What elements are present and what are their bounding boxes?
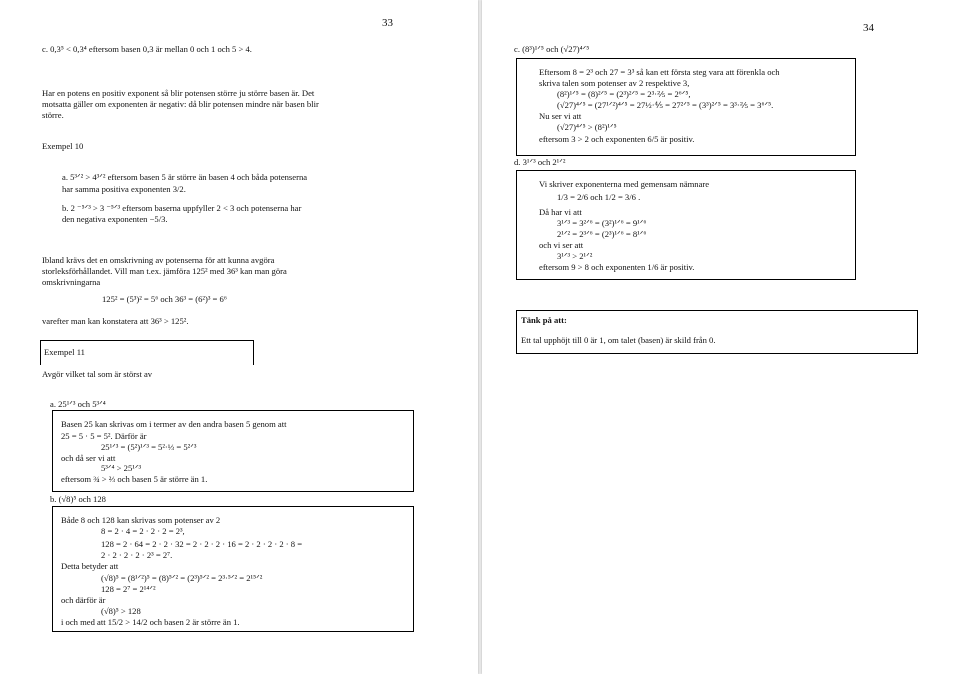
solution-line: (√27)⁴ᐟ⁵ > (8²)¹ᐟ⁵ xyxy=(557,122,617,132)
example-10-title: Exempel 10 xyxy=(42,141,84,151)
solution-line: 128 = 2⁷ = 2¹⁴ᐟ² xyxy=(101,584,156,594)
solution-line: (√8)⁵ > 128 xyxy=(101,606,141,616)
example-11-title: Exempel 11 xyxy=(44,347,85,357)
page-33 xyxy=(0,0,478,674)
item-c-solution-box xyxy=(516,58,856,156)
solution-line: Vi skriver exponenterna med gemensam nämnare xyxy=(539,179,710,189)
solution-line: 3¹ᐟ³ > 2¹ᐟ² xyxy=(557,251,593,261)
page-number: 33 xyxy=(382,17,393,29)
solution-line: 25¹ᐟ³ = (5²)¹ᐟ³ = 5²·⅓ = 5²ᐟ³ xyxy=(101,442,197,452)
think-about-title: Tänk på att: xyxy=(521,315,567,325)
solution-line: (√27)⁴ᐟ⁵ = (27¹ᐟ²)⁴ᐟ⁵ = 27½·⅘ = 27²ᐟ⁵ = (3³)²ᐟ⁵ = 3³·⅖ = 3⁶ᐟ⁵. xyxy=(557,100,774,110)
item-d-label: d. 3¹ᐟ³ och 2¹ᐟ² xyxy=(514,157,566,167)
example-10-item-b-line2: den negativa exponenten −5/3. xyxy=(62,214,168,224)
example-10-item-b-line1: b. 2 ⁻⁵ᐟ³ > 3 ⁻⁵ᐟ³ eftersom baserna uppfyller 2 < 3 och potenserna har xyxy=(62,203,302,213)
think-about-box xyxy=(516,310,918,354)
solution-line: (8²)¹ᐟ⁵ = (8)²ᐟ⁵ = (2³)²ᐟ⁵ = 2³·⅖ = 2⁶ᐟ⁵, xyxy=(557,89,691,99)
solution-line: Detta betyder att xyxy=(61,561,119,571)
solution-line: i och med att 15/2 > 14/2 och basen 2 är större än 1. xyxy=(61,617,240,627)
example-11-task: Avgör vilket tal som är störst av xyxy=(42,369,153,379)
solution-line: skriva talen som potenser av 2 respektive 3, xyxy=(539,78,690,88)
solution-line: Nu ser vi att xyxy=(539,111,582,121)
formula-rewriting: 125² = (5³)² = 5⁶ och 36³ = (6²)³ = 6⁶ xyxy=(102,294,227,304)
solution-line: och därför är xyxy=(61,595,106,605)
paragraph-rewriting: Ibland krävs det en omskrivning av potenserna för att kunna avgöra storleksförhållandet. Vill man t.ex. jämföra 125² med 36³ kan man göra omskrivningarna xyxy=(42,255,287,287)
solution-line: 8 = 2 · 4 = 2 · 2 · 2 = 2³, xyxy=(101,526,185,536)
solution-line: och då ser vi att xyxy=(61,453,116,463)
page-34 xyxy=(482,0,960,674)
example-11-b-solution-box xyxy=(52,506,414,632)
conclusion-line: varefter man kan konstatera att 36³ > 125². xyxy=(42,316,189,326)
example-item-c: c. 0,3⁵ < 0,3⁴ eftersom basen 0,3 är mellan 0 och 1 och 5 > 4. xyxy=(42,44,252,54)
example-10-item-a-line1: a. 5³ᐟ² > 4³ᐟ² eftersom basen 5 är större än basen 4 och båda potenserna xyxy=(62,172,308,182)
solution-line: 25 = 5 · 5 = 5². Därför är xyxy=(61,431,147,441)
paragraph-positive-exponent: Har en potens en positiv exponent så blir potensen större ju större basen är. Det motsatta gäller om exponenten är negativ: då blir potensen mindre när basen blir större. xyxy=(42,88,319,120)
solution-line: Då har vi att xyxy=(539,207,582,217)
solution-line: eftersom 3 > 2 och exponenten 6/5 är positiv. xyxy=(539,134,695,144)
solution-line: eftersom ¾ > ⅔ och basen 5 är större än 1. xyxy=(61,474,208,484)
item-c-label: c. (8³)¹ᐟ⁵ och (√27)⁴ᐟ⁵ xyxy=(514,44,590,54)
solution-line: och vi ser att xyxy=(539,240,584,250)
solution-line: Både 8 och 128 kan skrivas som potenser av 2 xyxy=(61,515,221,525)
example-11-a-solution-box xyxy=(52,410,414,492)
solution-line: 5³ᐟ⁴ > 25¹ᐟ³ xyxy=(101,463,142,473)
example-11-a-label: a. 25¹ᐟ³ och 5³ᐟ⁴ xyxy=(50,399,106,409)
example-10-item-a-line2: har samma positiva exponenten 3/2. xyxy=(62,184,186,194)
item-d-solution-box xyxy=(516,170,856,280)
think-about-text: Ett tal upphöjt till 0 är 1, om talet (basen) är skild från 0. xyxy=(521,335,716,345)
solution-line: eftersom 9 > 8 och exponenten 1/6 är positiv. xyxy=(539,262,695,272)
example-11-header-box xyxy=(40,340,254,365)
solution-line: (√8)⁵ = (8¹ᐟ²)⁵ = (8)⁵ᐟ² = (2³)⁵ᐟ² = 2³·⁵ᐟ² = 2¹⁵ᐟ² xyxy=(101,573,263,583)
solution-line: 3¹ᐟ³ = 3²ᐟ⁶ = (3²)¹ᐟ⁶ = 9¹ᐟ⁶ xyxy=(557,218,647,228)
page-number: 34 xyxy=(863,22,874,34)
solution-line: 1/3 = 2/6 och 1/2 = 3/6 . xyxy=(557,192,641,202)
solution-line: Eftersom 8 = 2³ och 27 = 3³ så kan ett första steg vara att förenkla och xyxy=(539,67,780,77)
example-11-b-label: b. (√8)⁵ och 128 xyxy=(50,494,106,504)
solution-line: 2 · 2 · 2 · 2 · 2³ = 2⁷. xyxy=(101,550,173,560)
solution-line: 2¹ᐟ² = 2³ᐟ⁶ = (2³)¹ᐟ⁶ = 8¹ᐟ⁶ xyxy=(557,229,647,239)
solution-line: Basen 25 kan skrivas om i termer av den andra basen 5 genom att xyxy=(61,419,287,429)
solution-line: 128 = 2 · 64 = 2 · 2 · 32 = 2 · 2 · 2 · 16 = 2 · 2 · 2 · 2 · 8 = xyxy=(101,539,303,549)
